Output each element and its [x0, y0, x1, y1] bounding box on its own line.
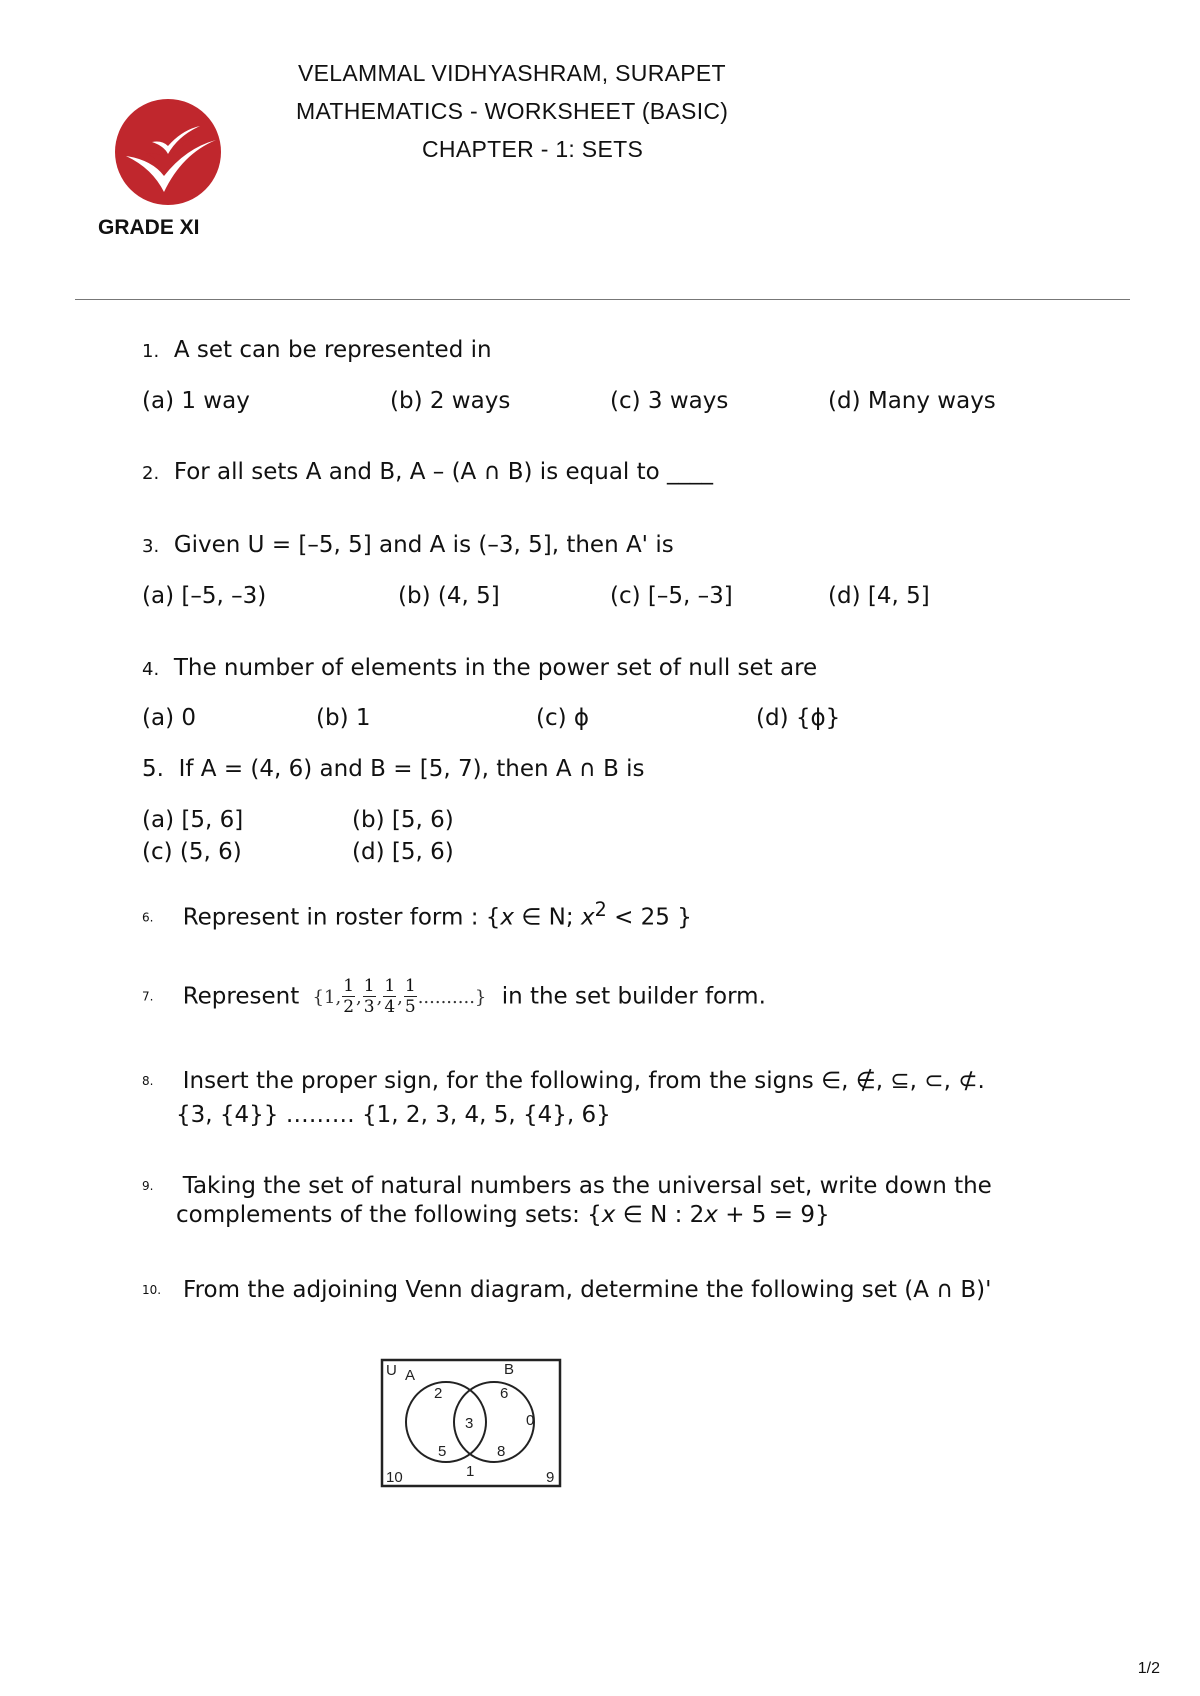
question-1: [142, 336, 492, 366]
variable-x: x: [601, 1202, 616, 1228]
q3-option-a: (a) [–5, –3): [142, 583, 267, 609]
variable-x: x: [580, 904, 595, 931]
q4-option-a: (a) 0: [142, 705, 196, 731]
question-number: 8.: [142, 1074, 154, 1088]
q1-option-d: (d) Many ways: [828, 388, 996, 414]
q3-option-b: (b) (4, 5]: [398, 583, 500, 609]
question-text: Insert the proper sign, for the following, from the signs ∈, ∉, ⊆, ⊂, ⊄.: [182, 1068, 985, 1094]
q3-option-d: (d) [4, 5]: [828, 583, 930, 609]
label-b: B: [504, 1361, 515, 1378]
q5-option-a: (a) [5, 6]: [142, 807, 244, 833]
page-number: 1/2: [1137, 1660, 1160, 1677]
question-8-line2: {3, {4}} ……… {1, 2, 3, 4, 5, {4}, 6}: [176, 1102, 611, 1128]
fraction: $\frac{1}{2}$: [343, 976, 355, 1017]
fraction: $\frac{1}{4}$: [384, 976, 396, 1017]
q1-option-c: (c) 3 ways: [610, 388, 729, 414]
venn-value: 0: [526, 1412, 535, 1429]
venn-value: 10: [386, 1469, 403, 1486]
question-4: [142, 654, 817, 684]
set-close: ..........}: [417, 987, 487, 1008]
set-expression: {1, $\frac{1}{2}$ , $\frac{1}{3}$ , $\frac{1}{4}$ , $\frac{1}{5}$ ..........}: [312, 976, 487, 1017]
venn-value: 5: [438, 1443, 447, 1460]
question-number: 1.: [142, 341, 160, 362]
question-9-line2: [176, 1201, 830, 1229]
label-a: A: [405, 1367, 416, 1384]
header-divider: [75, 299, 1130, 300]
worksheet-subject: MATHEMATICS - WORKSHEET (BASIC): [296, 98, 729, 124]
q4-option-d: (d) {ϕ}: [756, 705, 841, 731]
venn-value: 8: [497, 1443, 506, 1460]
question-text-mid: ∈ N : 2: [615, 1202, 705, 1228]
question-text: The number of elements in the power set of null set are: [173, 655, 818, 681]
venn-value: 3: [465, 1415, 474, 1432]
question-text-mid: ∈ N;: [514, 904, 581, 931]
question-3: [142, 531, 674, 561]
venn-value: 1: [466, 1463, 475, 1480]
venn-value: 6: [500, 1385, 509, 1402]
q3-option-c: (c) [–5, –3]: [610, 583, 733, 609]
school-logo: [112, 96, 224, 208]
question-text-end: < 25 }: [606, 904, 692, 931]
question-9: [142, 1172, 992, 1200]
question-number: 2.: [142, 463, 160, 484]
venn-value: 9: [546, 1469, 555, 1486]
question-number: 10.: [142, 1283, 162, 1297]
question-text-end: in the set builder form.: [501, 983, 766, 1010]
question-number: 9.: [142, 1179, 154, 1193]
question-text: For all sets A and B, A – (A ∩ B) is equal to ____: [173, 459, 714, 485]
variable-x: x: [500, 904, 515, 931]
q5-option-d: (d) [5, 6): [352, 839, 454, 865]
question-text: A set can be represented in: [173, 337, 492, 363]
question-text: Represent in roster form : {: [182, 904, 501, 931]
question-2: [142, 458, 713, 488]
question-6: [142, 896, 692, 932]
grade-label: GRADE XI: [98, 216, 200, 239]
venn-value: 2: [434, 1385, 443, 1402]
question-number: 4.: [142, 659, 160, 680]
question-text: complements of the following sets: {: [176, 1202, 602, 1228]
question-8: [142, 1067, 985, 1095]
question-text: From the adjoining Venn diagram, determine the following set (A ∩ B)': [183, 1277, 992, 1303]
chapter-title: CHAPTER - 1: SETS: [422, 136, 644, 162]
fraction: $\frac{1}{3}$: [363, 976, 375, 1017]
question-number: 3.: [142, 536, 160, 557]
fraction: $\frac{1}{5}$: [404, 976, 416, 1017]
q1-option-b: (b) 2 ways: [390, 388, 511, 414]
question-number: 6.: [142, 910, 154, 925]
set-open: {1,: [312, 987, 342, 1008]
question-number: 5.: [142, 756, 164, 782]
question-7: [142, 968, 766, 1026]
label-u: U: [386, 1362, 397, 1379]
question-text: Represent: [182, 983, 300, 1010]
q1-option-a: (a) 1 way: [142, 388, 250, 414]
school-name: VELAMMAL VIDHYASHRAM, SURAPET: [298, 60, 726, 86]
question-number: 7.: [142, 989, 154, 1004]
q4-option-c: (c) ϕ: [536, 705, 590, 731]
question-text: Given U = [–5, 5] and A is (–3, 5], then A' is: [173, 532, 674, 558]
question-text: If A = (4, 6) and B = [5, 7), then A ∩ B is: [178, 756, 645, 782]
question-10: [142, 1276, 991, 1304]
q5-option-c: (c) (5, 6): [142, 839, 242, 865]
q5-option-b: (b) [5, 6): [352, 807, 454, 833]
exponent: 2: [594, 898, 607, 921]
venn-diagram: [380, 1358, 564, 1490]
question-text-end: + 5 = 9}: [717, 1202, 830, 1228]
variable-x: x: [704, 1202, 718, 1228]
question-text: Taking the set of natural numbers as the universal set, write down the: [182, 1173, 992, 1199]
q4-option-b: (b) 1: [316, 705, 371, 731]
question-5: [142, 755, 645, 783]
